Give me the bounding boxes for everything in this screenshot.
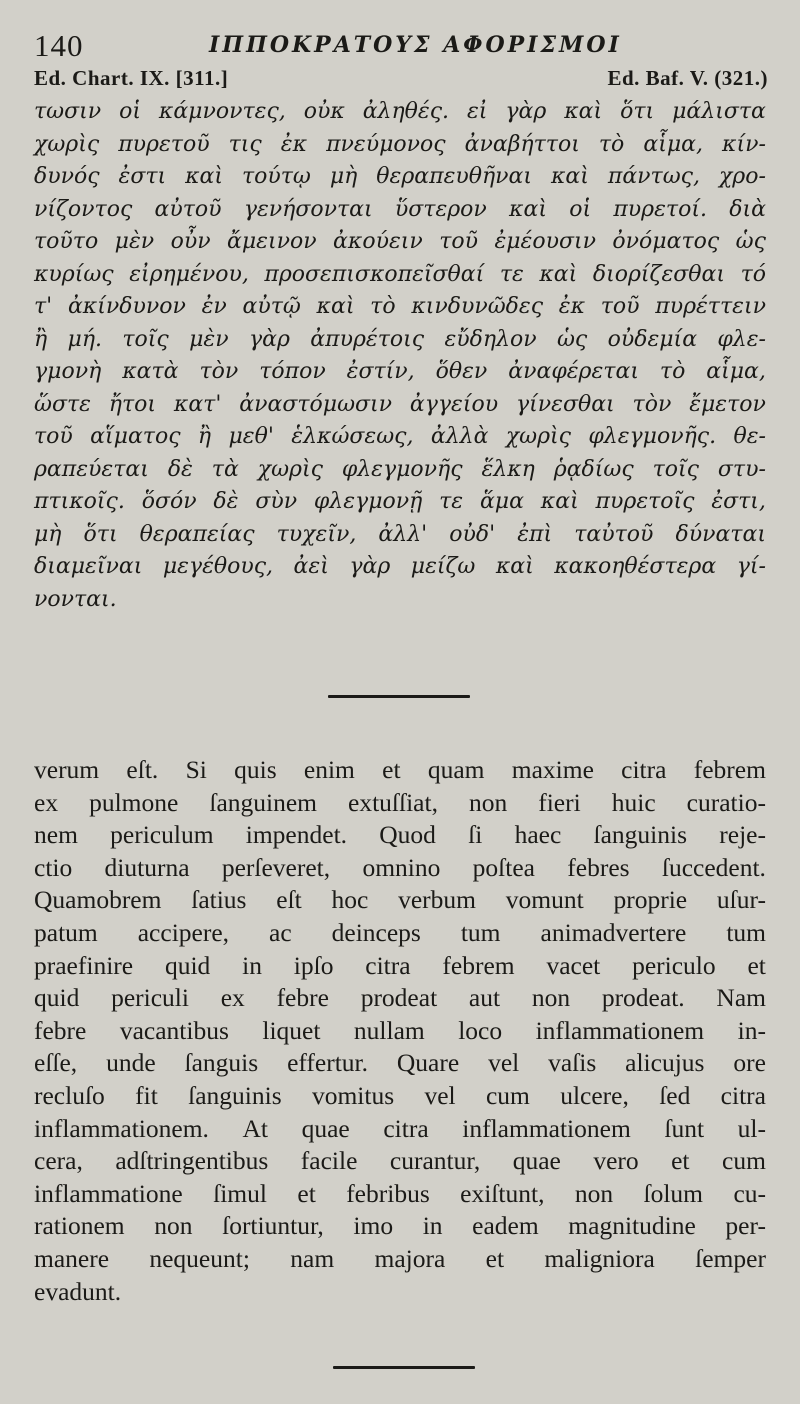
edition-references xyxy=(34,66,768,96)
greek-text-line: χωρὶς πυρετοῦ τις ἐκ πνεύμονος ἀναβήττοι τὸ αἷμα, κίν- xyxy=(34,131,766,157)
edition-chartier: Ed. Chart. IX. [311.] xyxy=(34,66,229,90)
latin-text-line: Quamobrem ſatius eſt hoc verbum vomunt proprie uſur- xyxy=(34,885,766,915)
section-divider xyxy=(328,695,470,698)
greek-text-block xyxy=(34,96,766,616)
greek-text-line: τ' ἀκίνδυνον ἐν αὐτῷ καὶ τὸ κινδυνῶδες ἐκ τοῦ πυρέττειν xyxy=(34,294,766,319)
latin-text-line: eſſe, unde ſanguis effertur. Quare vel vaſis alicujus ore xyxy=(34,1048,766,1078)
latin-text-line: ex pulmone ſanguinem extuſſiat, non fieri huic curatio- xyxy=(34,787,766,817)
greek-text-line: κυρίως εἰρημένου, προσεπισκοπεῖσθαί τε καὶ διορίζεσθαι τό xyxy=(34,261,766,287)
latin-text-line: inflammationem. At quae citra inflammationem ſunt ul- xyxy=(34,1113,766,1143)
latin-text-line: recluſo fit ſanguinis vomitus vel cum ulcere, ſed citra xyxy=(34,1080,766,1110)
greek-text-line: πτικοῖς. ὅσόν δὲ σὺν φλεγμονῇ τε ἅμα καὶ πυρετοῖς ἐστι, xyxy=(34,489,766,514)
latin-text-line: inflammatione ſimul et febribus exiſtunt, non ſolum cu- xyxy=(34,1178,766,1208)
running-title: ΙΠΠΟΚΡΑΤΟΥΣ ΑΦΟΡΙΣΜΟΙ xyxy=(209,32,622,58)
latin-text-line: ctio diuturna perſeveret, omnino poſtea febres ſuccedent. xyxy=(34,852,766,882)
greek-text-line: ἢ μή. τοῖς μὲν γὰρ ἀπυρέτοις εὔδηλον ὡς οὐδεμία φλε- xyxy=(34,326,766,352)
latin-text-line: febre vacantibus liquet nullam loco inflammationem in- xyxy=(34,1015,766,1045)
latin-text-line: manere nequeunt; nam majora et maligniora ſemper xyxy=(34,1243,766,1273)
greek-text-line: τοῦτο μὲν οὖν ἄμεινον ἀκούειν τοῦ ἐμέουσιν ὀνόματος ὡς xyxy=(34,229,766,254)
page-header xyxy=(34,28,768,68)
latin-text-line: cera, adſtringentibus facile curantur, quae vero et cum xyxy=(34,1146,766,1176)
latin-text-line: nem periculum impendet. Quod ſi haec ſanguinis reje- xyxy=(34,820,766,850)
page-number: 140 xyxy=(34,28,84,63)
greek-text-line: νονται. xyxy=(34,586,117,612)
greek-text-line: ραπεύεται δὲ τὰ χωρὶς φλεγμονῆς ἕλκη ῥᾳδίως τοῖς στυ- xyxy=(34,456,766,482)
greek-text-line: τοῦ αἵματος ἢ μεθ' ἑλκώσεως, ἀλλὰ χωρὶς φλεγμονῆς. θε- xyxy=(34,424,766,449)
greek-text-line: δυνός ἐστι καὶ τούτῳ μὴ θεραπευθῆναι καὶ πάντως, χρο- xyxy=(34,164,766,189)
edition-basel: Ed. Baf. V. (321.) xyxy=(607,66,768,90)
latin-text-line: quid periculi ex febre prodeat aut non prodeat. Nam xyxy=(34,983,766,1013)
latin-text-line: praefinire quid in ipſo citra febrem vacet periculo et xyxy=(34,950,766,980)
greek-text-line: ὥστε ἤτοι κατ' ἀναστόμωσιν ἀγγείου γίνεσθαι τὸν ἔμετον xyxy=(34,391,766,417)
end-divider xyxy=(333,1366,475,1369)
latin-text-line: rationem non ſortiuntur, imo in eadem magnitudine per- xyxy=(34,1211,766,1241)
latin-text-block xyxy=(34,754,766,1308)
greek-text-line: διαμεῖναι μεγέθους, ἀεὶ γὰρ μείζω καὶ κακοηθέστερα γί- xyxy=(34,554,766,579)
greek-text-line: νίζοντος αὐτοῦ γενήσονται ὕστερον καὶ οἱ πυρετοί. διὰ xyxy=(34,196,766,222)
greek-text-line: μὴ ὅτι θεραπείας τυχεῖν, ἀλλ' οὐδ' ἐπὶ ταὐτοῦ δύναται xyxy=(34,521,766,547)
greek-text-line: γμονὴ κατὰ τὸν τόπον ἐστίν, ὅθεν ἀναφέρεται τὸ αἷμα, xyxy=(34,359,766,384)
latin-text-line: patum accipere, ac deinceps tum animadvertere tum xyxy=(34,917,766,947)
latin-text-line: verum eſt. Si quis enim et quam maxime citra febrem xyxy=(34,755,766,784)
latin-text-line: evadunt. xyxy=(34,1276,122,1306)
greek-text-line: τωσιν οἱ κάμνοντες, οὐκ ἀληθές. εἰ γὰρ καὶ ὅτι μάλιστα xyxy=(34,99,766,124)
